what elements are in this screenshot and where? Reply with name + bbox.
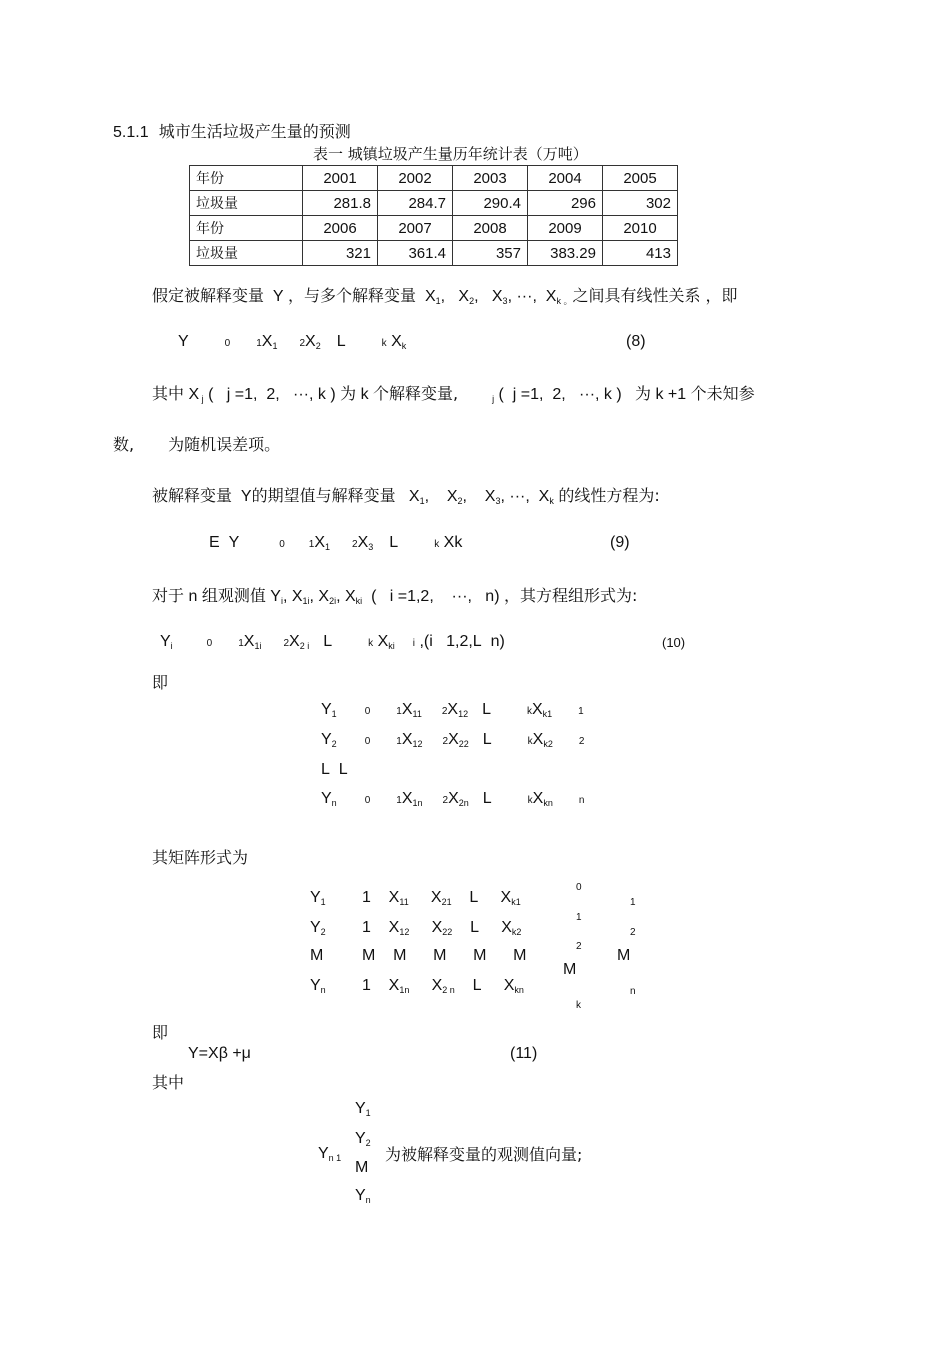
word-ji: 即	[152, 1023, 169, 1042]
system-row-2: $Y_2$ 0 $1X_{12}$ $2X_{22}$ L $kX_{k2}$ 2	[321, 731, 585, 749]
table-row: 垃圾量 281.8 284.7 290.4 296 302	[190, 191, 678, 216]
equation-number: (9)	[610, 534, 630, 551]
equation-11: Y=Xβ +μ	[188, 1045, 251, 1062]
paragraph-observations: 对于 n 组观测值 $Y_i$, $X_{1i}$, $X_{2i}$, $X_{ki}$ ( i =1,2, ···, n) ，其方程组形式为:	[152, 586, 638, 606]
table-row: 年份 2001 2002 2003 2004 2005	[190, 166, 678, 191]
matrix-intro: 其矩阵形式为	[152, 848, 249, 867]
equation-number: (10)	[662, 635, 686, 650]
vector-description: 为被解释变量的观测值向量;	[385, 1145, 583, 1164]
equation-9: E Y 0 $1X_1$ $2X_3$ L k Xk	[209, 534, 463, 552]
system-row-1: $Y_1$ 0 $1X_{11}$ $2X_{12}$ L $kX_{k1}$ 1	[321, 701, 584, 719]
table-row: 年份 2006 2007 2008 2009 2010	[190, 216, 678, 241]
equation-number: (11)	[510, 1045, 538, 1062]
paragraph-expectation: 被解释变量 Y的期望值与解释变量 $X_1$, $X_2$, $X_3$, ···, $X_k$ 的线性方程为:	[152, 486, 660, 506]
table-row: 垃圾量 321 361.4 357 383.29 413	[190, 241, 678, 266]
word-qizhong: 其中	[152, 1073, 185, 1092]
equation-10: $Y_i$ 0 $1X_{1i}$ $2X_{2 i}$ L k $X_{ki}$ i ,(i 1,2,L n)	[160, 633, 505, 651]
system-row-n: $Y_n$ 0 $1X_{1n}$ $2X_{2n}$ L $kX_{kn}$ n	[321, 790, 585, 808]
word-ji: 即	[152, 673, 169, 692]
paragraph-assumption: 假定被解释变量 Y ，与多个解释变量 $X_1$, $X_2$, $X_3$, ···, $X_{k 。}$之间具有线性关系 ，即	[152, 286, 738, 306]
paragraph-definition-cont: 数, 为随机误差项。	[113, 435, 281, 454]
equation-8: Y 0 $1X_1$ $2X_2$ L k $X_k$	[178, 333, 407, 351]
section-heading: 5.1.1 城市生活垃圾产生量的预测	[113, 122, 351, 141]
table-caption: 表一 城镇垃圾产生量历年统计表（万吨）	[313, 145, 588, 163]
paragraph-definition: 其中 X $_j$ ( j =1, 2, ···, k ) 为 k 个解释变量, $_j$ ( j =1, 2, ···, k ) 为 k +1 个未知参	[152, 384, 755, 404]
equation-number: (8)	[626, 333, 646, 350]
garbage-table	[189, 165, 678, 266]
system-ellipsis: L L	[321, 761, 348, 778]
